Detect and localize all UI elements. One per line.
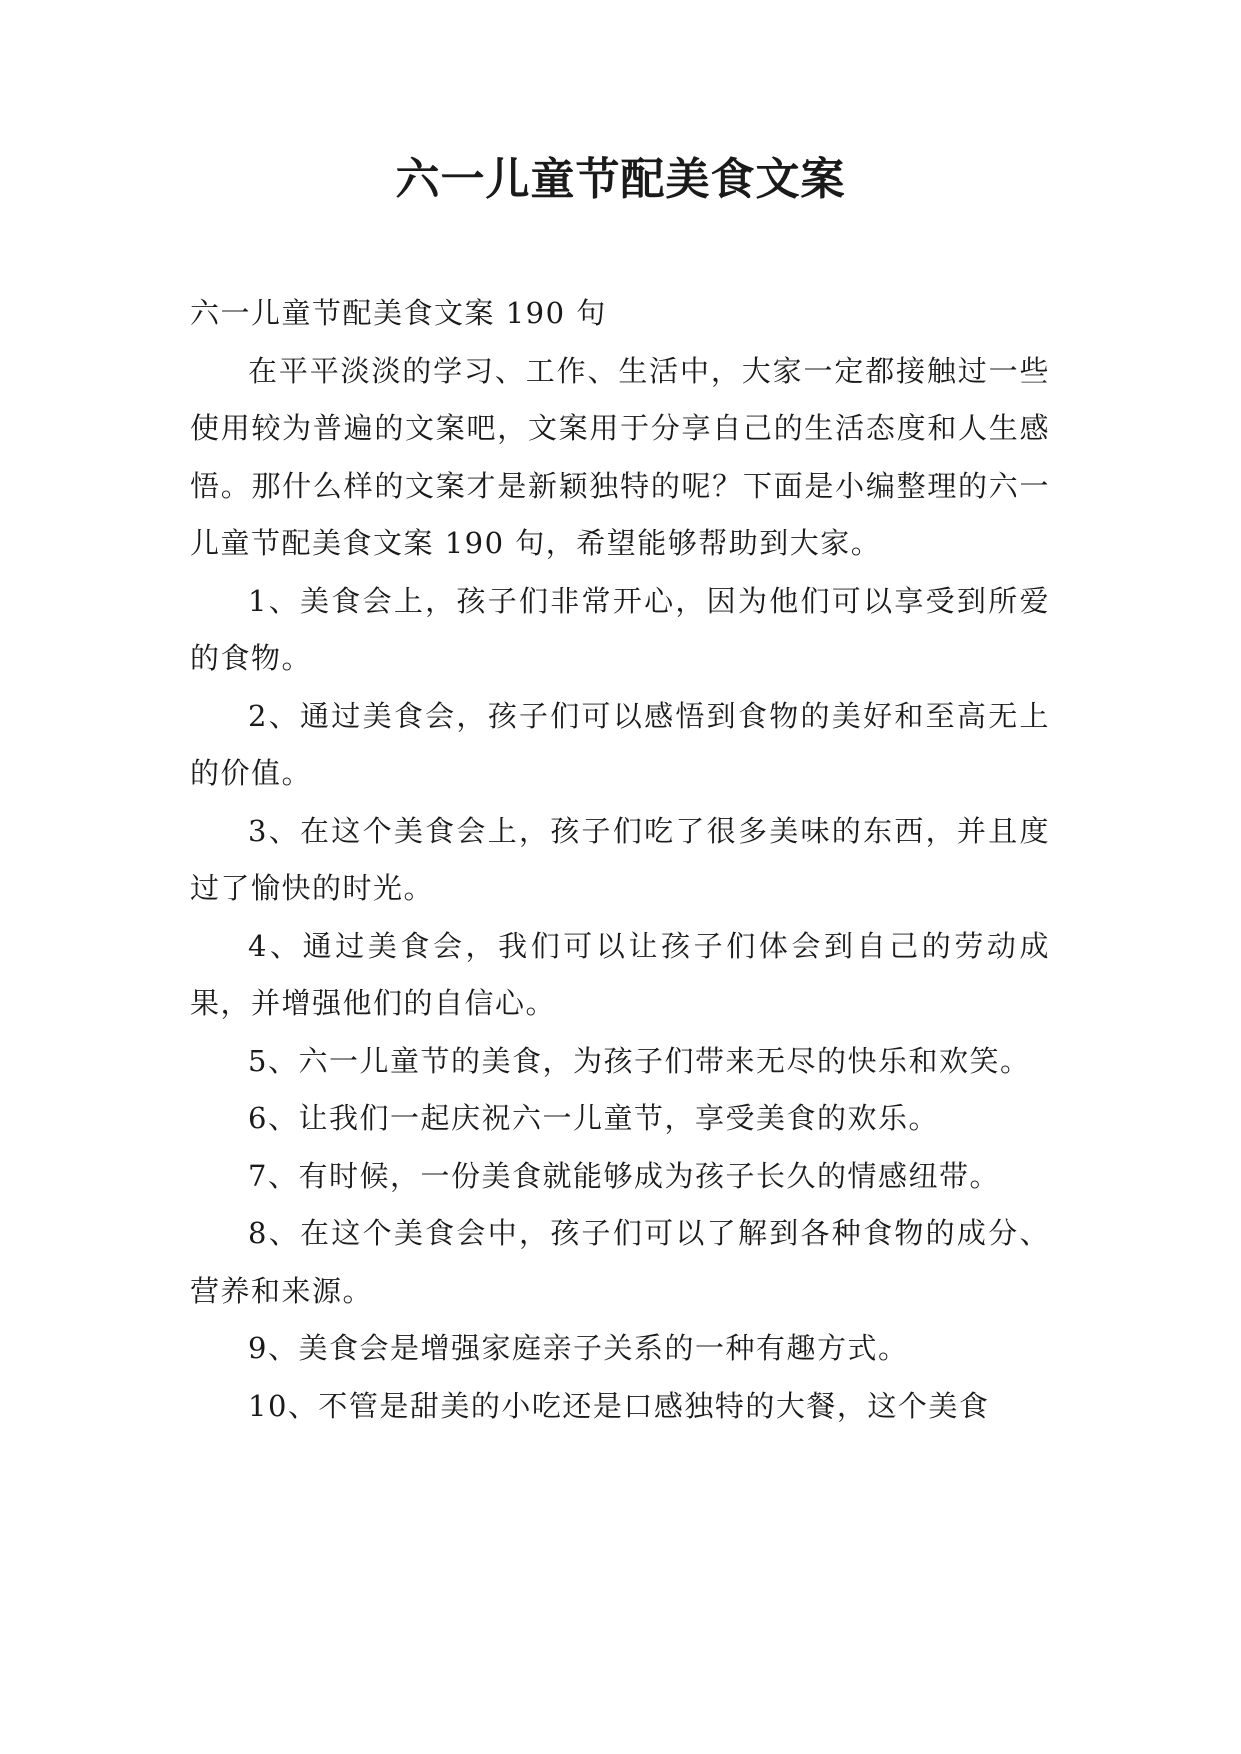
document-body — [190, 285, 1050, 1435]
document-subtitle: 六一儿童节配美食文案 190 句 — [190, 296, 607, 330]
list-item: 5、六一儿童节的美食，为孩子们带来无尽的快乐和欢笑。 — [248, 1043, 1031, 1078]
list-item: 3、在这个美食会上，孩子们吃了很多美味的东西，并且度过了愉快的时光。 — [190, 813, 1050, 905]
list-item: 10、不管是甜美的小吃还是口感独特的大餐，这个美食 — [248, 1388, 990, 1423]
list-item: 2、通过美食会，孩子们可以感悟到食物的美好和至高无上的价值。 — [190, 698, 1050, 790]
list-item: 1、美食会上，孩子们非常开心，因为他们可以享受到所爱的食物。 — [190, 583, 1050, 675]
list-item: 6、让我们一起庆祝六一儿童节，享受美食的欢乐。 — [248, 1101, 939, 1135]
list-item: 7、有时候，一份美食就能够成为孩子长久的情感纽带。 — [248, 1158, 1000, 1193]
intro-paragraph: 在平平淡淡的学习、工作、生活中，大家一定都接触过一些使用较为普遍的文案吧，文案用于分享自己的生活态度和人生感悟。那什么样的文案才是新颖独特的呢？下面是小编整理的六一儿童节配美食文案 190 句，希望能够帮助到大家。 — [190, 353, 1050, 560]
document-title: 六一儿童节配美食文案 — [395, 154, 846, 205]
list-item: 4、通过美食会，我们可以让孩子们体会到自己的劳动成果，并增强他们的自信心。 — [190, 928, 1050, 1020]
list-item: 8、在这个美食会中，孩子们可以了解到各种食物的成分、营养和来源。 — [190, 1216, 1050, 1308]
list-item: 9、美食会是增强家庭亲子关系的一种有趣方式。 — [248, 1331, 909, 1365]
